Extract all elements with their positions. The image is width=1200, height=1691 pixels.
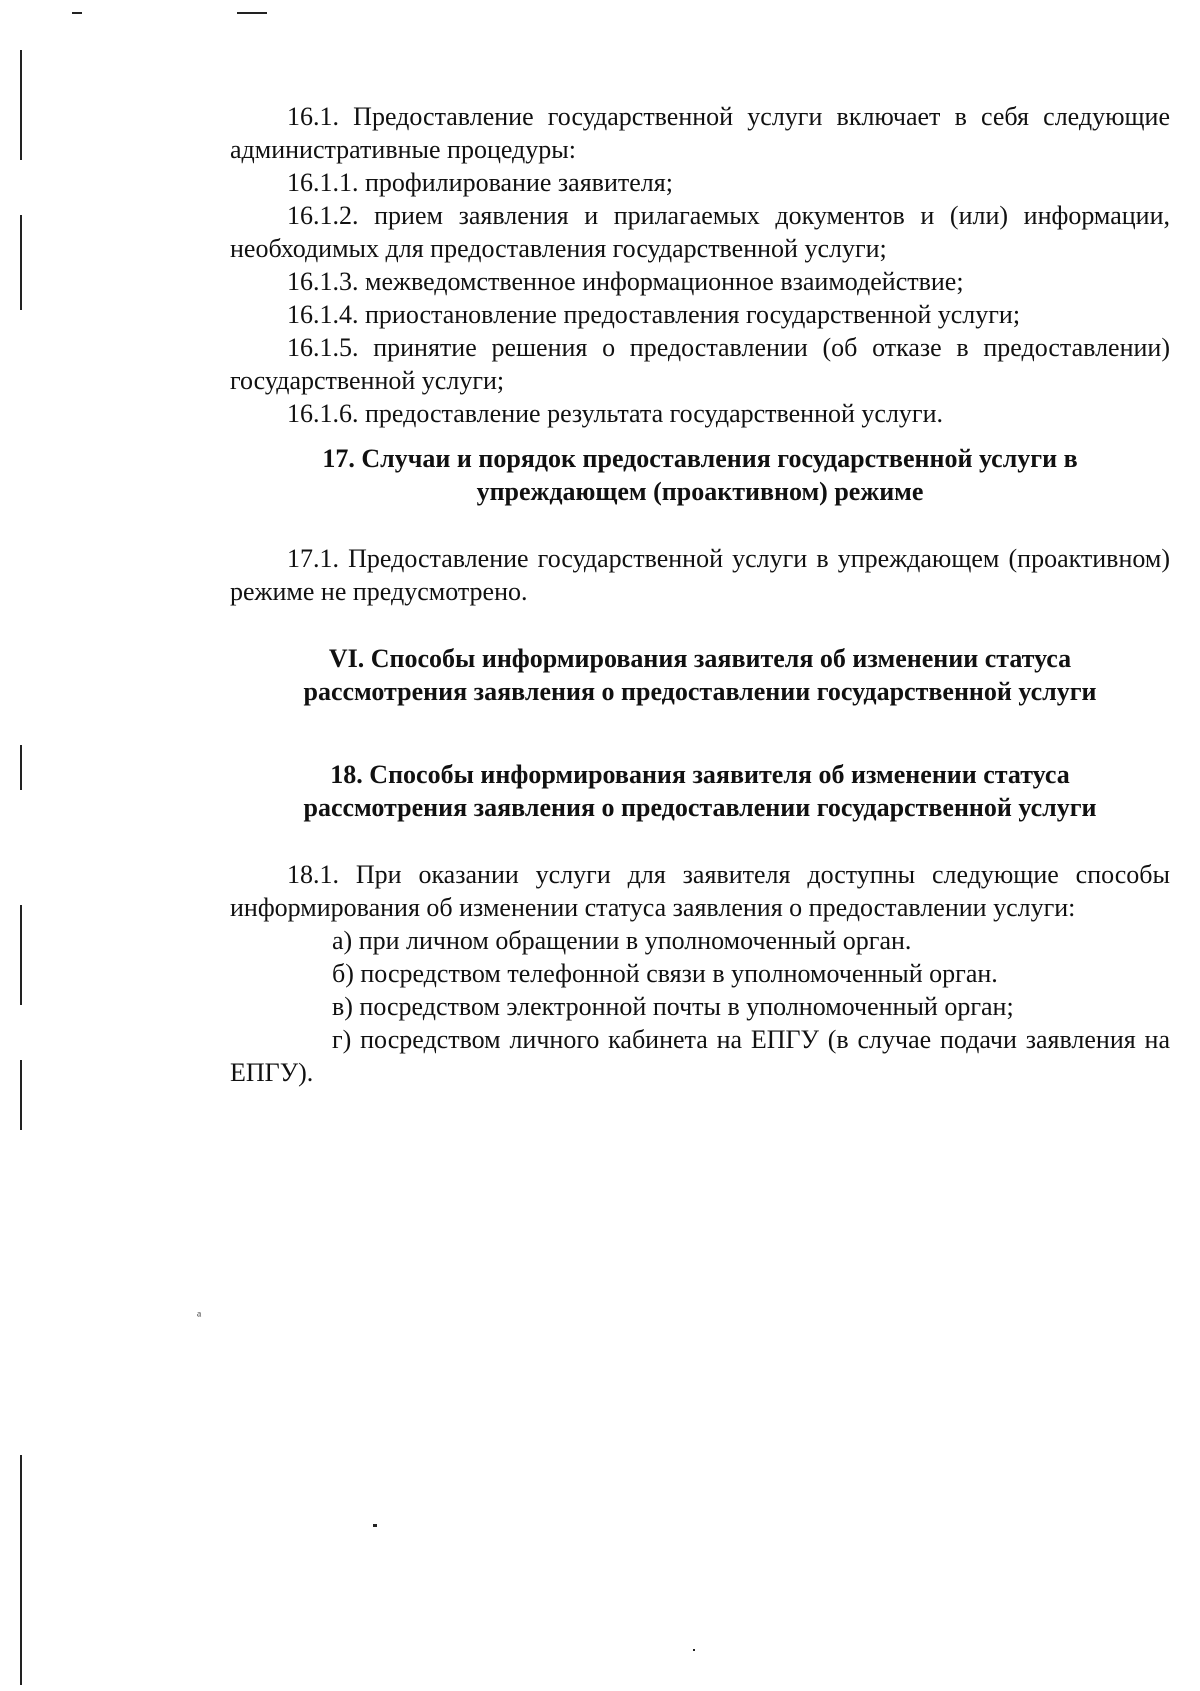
section-heading-18-line-2: рассмотрения заявления о предоставлении государственной услуги <box>303 793 1097 822</box>
paragraph-16-1-3: 16.1.3. межведомственное информационное взаимодействие; <box>287 267 964 296</box>
paragraph-16-1-4: 16.1.4. приостановление предоставления государственной услуги; <box>287 300 1021 329</box>
scan-artifact-dot-2 <box>693 1649 695 1651</box>
scan-artifact-speck: ᵃ <box>197 1308 202 1325</box>
paragraph-17-1: 17.1. Предоставление государственной услуги в упреждающем (проактивном) режиме не предусмотрено. <box>230 544 1170 606</box>
chapter-heading-vi-line-1: VI. Способы информирования заявителя об изменении статуса <box>328 644 1072 673</box>
paragraph-16-1-1: 16.1.1. профилирование заявителя; <box>287 168 673 197</box>
section-heading-17-line-2: упреждающем (проактивном) режиме <box>476 477 924 506</box>
paragraph-16-1-6: 16.1.6. предоставление результата государственной услуги. <box>287 399 944 428</box>
list-item-b: б) посредством телефонной связи в уполномоченный орган. <box>332 959 998 988</box>
section-heading-18-line-1: 18. Способы информирования заявителя об изменении статуса <box>330 760 1070 789</box>
scan-artifact-top-dash-2 <box>237 12 267 14</box>
scan-artifact-dot-1 <box>373 1524 377 1527</box>
scan-artifact-top-dash-1 <box>72 12 82 14</box>
list-item-a: а) при личном обращении в уполномоченный орган. <box>332 926 912 955</box>
paragraph-16-1-2: 16.1.2. прием заявления и прилагаемых документов и (или) информации, необходимых для предоставления государственной услуги; <box>230 201 1170 263</box>
scan-artifact-left-line-5 <box>20 1060 22 1130</box>
paragraph-18-1: 18.1. При оказании услуги для заявителя доступны следующие способы информирования об изменении статуса заявления о предоставлении услуги: <box>230 860 1170 922</box>
scan-artifact-left-line-4 <box>20 905 22 1005</box>
section-heading-18 <box>230 758 1170 824</box>
scan-artifact-left-line-6 <box>20 1455 22 1685</box>
document-body <box>230 100 1170 1089</box>
scan-artifact-left-line-1 <box>20 50 22 160</box>
chapter-heading-vi <box>230 642 1170 708</box>
paragraph-16-1-5: 16.1.5. принятие решения о предоставлении (об отказе в предоставлении) государственной услуги; <box>230 333 1170 395</box>
scan-artifact-left-line-2 <box>20 215 22 310</box>
section-heading-17 <box>230 442 1170 508</box>
scan-artifact-left-line-3 <box>20 745 22 790</box>
list-item-v: в) посредством электронной почты в уполномоченный орган; <box>332 992 1014 1021</box>
paragraph-16-1: 16.1. Предоставление государственной услуги включает в себя следующие административные процедуры: <box>230 102 1170 164</box>
list-item-g: г) посредством личного кабинета на ЕПГУ (в случае подачи заявления на ЕПГУ). <box>230 1025 1170 1087</box>
section-heading-17-line-1: 17. Случаи и порядок предоставления государственной услуги в <box>322 444 1078 473</box>
chapter-heading-vi-line-2: рассмотрения заявления о предоставлении государственной услуги <box>303 677 1097 706</box>
